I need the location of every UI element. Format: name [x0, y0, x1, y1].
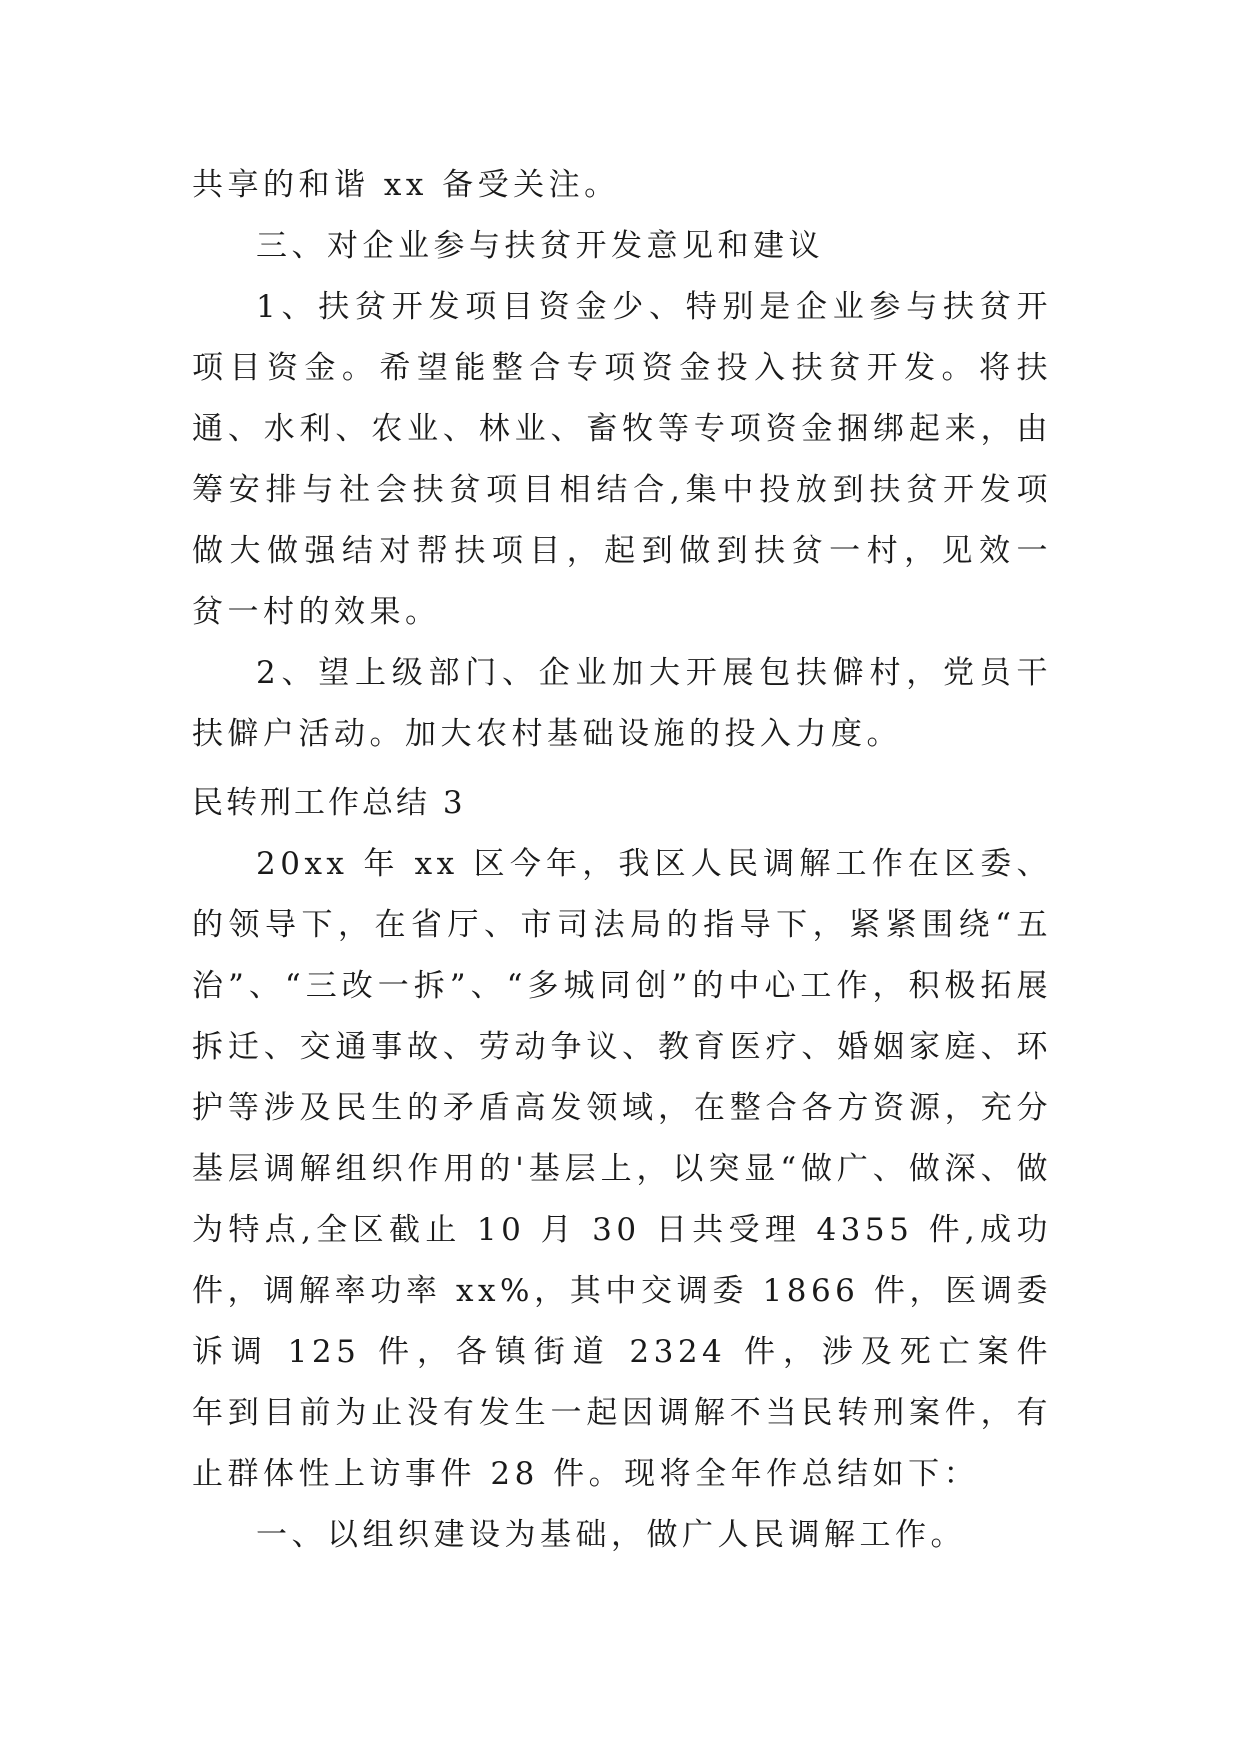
paragraph-line: 的领导下，在省厅、市司法局的指导下，紧紧围绕“五: [192, 907, 1052, 943]
paragraph-line: 共享的和谐 xx 备受关注。: [192, 167, 620, 203]
paragraph-line: 筹安排与社会扶贫项目相结合,集中投放到扶贫开发项: [192, 472, 1052, 508]
paragraph-line: 扶僻户活动。加大农村基础设施的投入力度。: [192, 716, 902, 752]
paragraph-line: 贫一村的效果。: [192, 594, 441, 630]
subheading-line: 三、对企业参与扶贫开发意见和建议: [256, 228, 824, 264]
section-title: 民转刑工作总结 3: [192, 785, 466, 821]
paragraph-line: 1、扶贫开发项目资金少、特别是企业参与扶贫开: [256, 289, 1052, 325]
paragraph-line: 做大做强结对帮扶项目，起到做到扶贫一村，见效一: [192, 533, 1052, 569]
paragraph-line: 诉调 125 件，各镇街道 2324 件，涉及死亡案件: [192, 1334, 1052, 1370]
body-text-block-1: [192, 155, 1052, 765]
paragraph-line: 年到目前为止没有发生一起因调解不当民转刑案件，有: [192, 1395, 1052, 1431]
paragraph-line: 拆迁、交通事故、劳动争议、教育医疗、婚姻家庭、环: [192, 1029, 1052, 1065]
paragraph-line: 20xx 年 xx 区今年，我区人民调解工作在区委、: [256, 846, 1052, 882]
paragraph-line: 基层调解组织作用的'基层上，以突显“做广、做深、做: [192, 1151, 1052, 1187]
paragraph-line: 通、水利、农业、林业、畜牧等专项资金捆绑起来，由: [192, 411, 1052, 447]
paragraph-line: 件，调解率功率 xx%，其中交调委 1866 件，医调委: [192, 1273, 1052, 1309]
paragraph-line: 为特点,全区截止 10 月 30 日共受理 4355 件,成功: [192, 1212, 1052, 1248]
paragraph-line: 止群体性上访事件 28 件。现将全年作总结如下：: [192, 1456, 980, 1492]
paragraph-line: 治”、“三改一拆”、“多城同创”的中心工作，积极拓展: [192, 968, 1052, 1004]
body-text-block-2: [192, 773, 1052, 1566]
paragraph-line: 护等涉及民生的矛盾高发领域，在整合各方资源，充分: [192, 1090, 1052, 1126]
paragraph-line: 2、望上级部门、企业加大开展包扶僻村，党员干: [256, 655, 1052, 691]
subheading-line: 一、以组织建设为基础，做广人民调解工作。: [256, 1517, 966, 1553]
paragraph-line: 项目资金。希望能整合专项资金投入扶贫开发。将扶: [192, 350, 1052, 386]
